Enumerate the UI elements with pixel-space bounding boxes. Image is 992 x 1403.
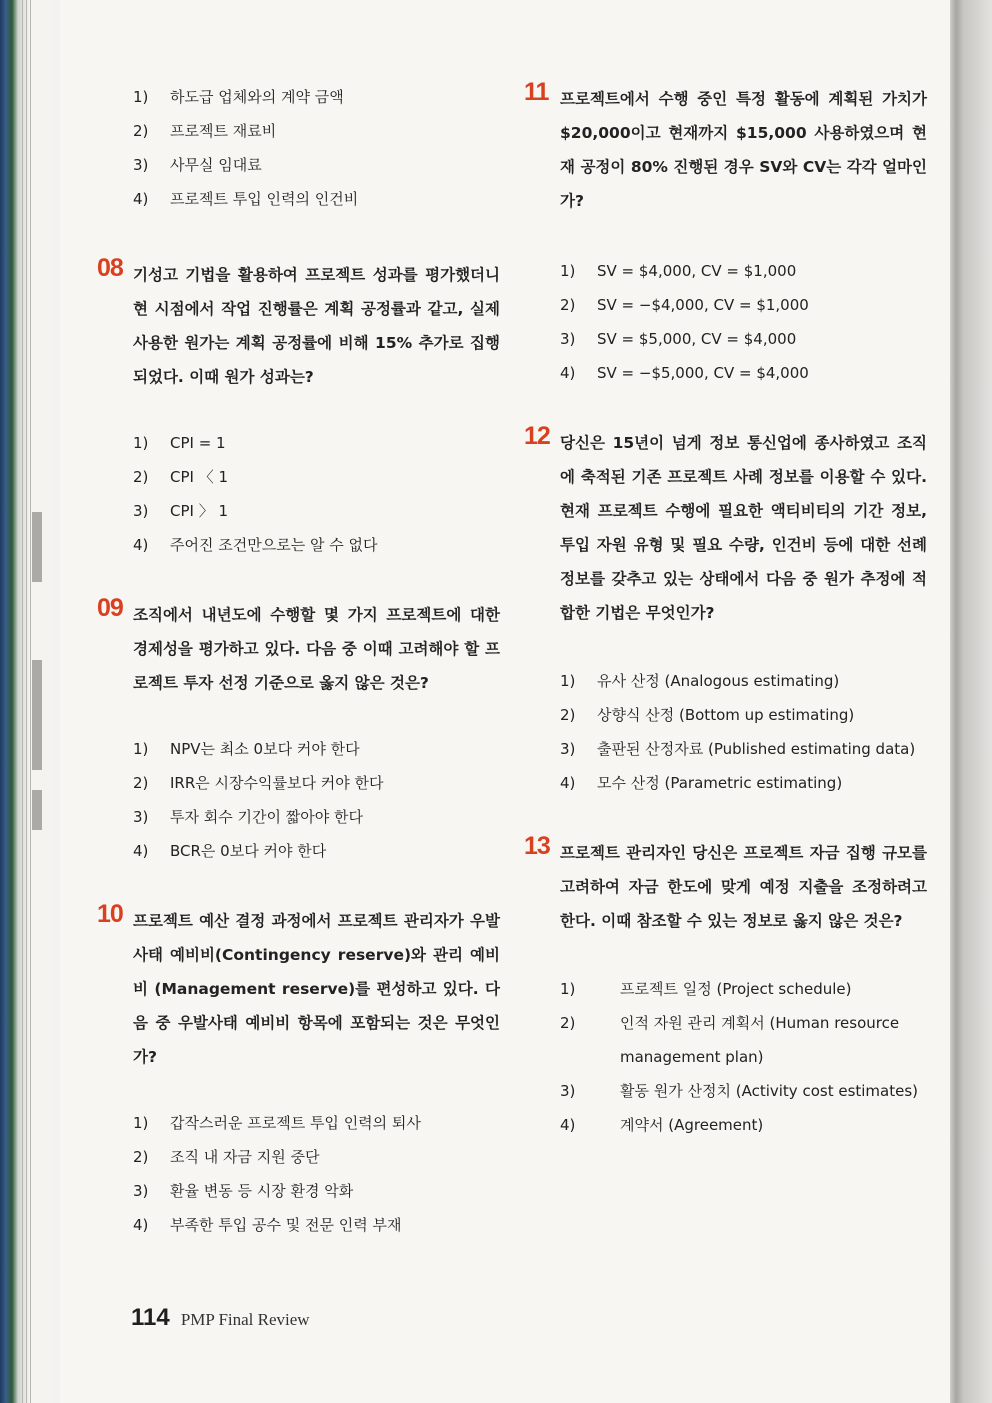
question-text: 조직에서 내년도에 수행할 몇 가지 프로젝트에 대한 경제성을 평가하고 있다. 다음 중 이때 고려해야 할 프로젝트 투자 선정 기준으로 옳지 않은 것은? [133,606,500,692]
question-09 [97,594,500,868]
option-2: 2) 상향식 산정 (Bottom up estimating) [560,706,855,724]
question-text: 프로젝트 예산 결정 과정에서 프로젝트 관리자가 우발사태 예비비(Contingency reserve)와 관리 예비비 (Management reserve)를 편성하고 있다. 다음 중 우발사태 예비비 항목에 포함되는 것은 무엇인가? [133,912,500,1066]
option-2: 2) 조직 내 자금 지원 중단 [133,1148,320,1166]
option-1: 1) NPV는 최소 0보다 커야 한다 [133,740,360,758]
question-text: 당신은 15년이 넘게 정보 통신업에 종사하였고 조직에 축적된 기존 프로젝트 사례 정보를 이용할 수 있다. 현재 프로젝트 수행에 필요한 액티비티의 기간 정보, 투입 자원 유형 및 필요 수량, 인건비 등에 대한 선례 정보를 갖추고 있는 상태에서 다음 중 원가 추정에 적합한 기법은 무엇인가? [560,434,927,622]
q07-option-4: 4) 프로젝트 투입 인력의 인건비 [133,190,359,208]
question-options [133,732,500,868]
question-number: 13 [524,832,550,860]
question-text: 프로젝트 관리자인 당신은 프로젝트 자금 집행 규모를 고려하여 자금 한도에 맞게 예정 지출을 조정하려고 한다. 이때 참조할 수 있는 정보로 옳지 않은 것은? [560,844,927,930]
option-3: 3) 투자 회수 기간이 짧아야 한다 [133,808,363,826]
option-1: 1) CPI = 1 [133,434,226,452]
option-2: 2) SV = −$4,000, CV = $1,000 [560,296,809,314]
left-column [97,80,500,1242]
option-2: 2) 인적 자원 관리 계획서 (Human resource management plan) [560,1014,900,1066]
q07-options [133,80,500,216]
question-number: 10 [97,900,123,928]
option-1: 1) 갑작스러운 프로젝트 투입 인력의 퇴사 [133,1114,421,1132]
option-4: 4) SV = −$5,000, CV = $4,000 [560,364,809,382]
page-footer [131,1304,310,1332]
question-options [560,664,927,800]
question-08 [97,254,500,562]
option-3: 3) 환율 변동 등 시장 환경 악화 [133,1182,354,1200]
book-title: PMP Final Review [180,1310,310,1329]
option-4: 4) 모수 산정 (Parametric estimating) [560,774,843,792]
option-4: 4) BCR은 0보다 커야 한다 [133,842,327,860]
option-1: 1) 프로젝트 일정 (Project schedule) [560,980,852,998]
q07-option-2: 2) 프로젝트 재료비 [133,122,277,140]
question-number: 11 [524,78,549,106]
page-number: 114 [131,1304,170,1331]
question-10 [97,900,500,1242]
question-options [560,254,927,390]
question-text: 기성고 기법을 활용하여 프로젝트 성과를 평가했더니 현 시점에서 작업 진행률은 계획 공정률과 같고, 실제 사용한 원가는 계획 공정률에 비해 15% 추가로 집행되었다. 이때 원가 성과는? [133,266,500,386]
question-options [560,972,927,1142]
option-4: 4) 계약서 (Agreement) [560,1116,764,1134]
option-1: 1) SV = $4,000, CV = $1,000 [560,262,797,280]
question-text: 프로젝트에서 수행 중인 특정 활동에 계획된 가치가 $20,000이고 현재까지 $15,000 사용하였으며 현재 공정이 80% 진행된 경우 SV와 CV는 각각 얼마인가? [560,90,927,210]
question-options [133,1106,500,1242]
option-4: 4) 주어진 조건만으로는 알 수 없다 [133,536,378,554]
question-12 [524,422,927,800]
question-number: 08 [97,254,123,282]
option-1: 1) 유사 산정 (Analogous estimating) [560,672,840,690]
option-3: 3) CPI 〉 1 [133,502,229,520]
option-4: 4) 부족한 투입 공수 및 전문 인력 부재 [133,1216,402,1234]
q07-option-1: 1) 하도급 업체와의 계약 금액 [133,88,344,106]
book-binding-edge [0,0,60,1403]
page-shadow [950,0,992,1403]
option-3: 3) 출판된 산정자료 (Published estimating data) [560,740,916,758]
question-number: 09 [97,594,123,622]
question-11 [524,78,927,390]
right-column [524,78,927,1142]
question-13 [524,832,927,1142]
question-options [133,426,500,562]
option-3: 3) 활동 원가 산정치 (Activity cost estimates) [560,1082,919,1100]
option-2: 2) CPI 〈 1 [133,468,229,486]
q07-option-3: 3) 사무실 임대료 [133,156,262,174]
question-number: 12 [524,422,550,450]
option-3: 3) SV = $5,000, CV = $4,000 [560,330,797,348]
option-2: 2) IRR은 시장수익률보다 커야 한다 [133,774,384,792]
